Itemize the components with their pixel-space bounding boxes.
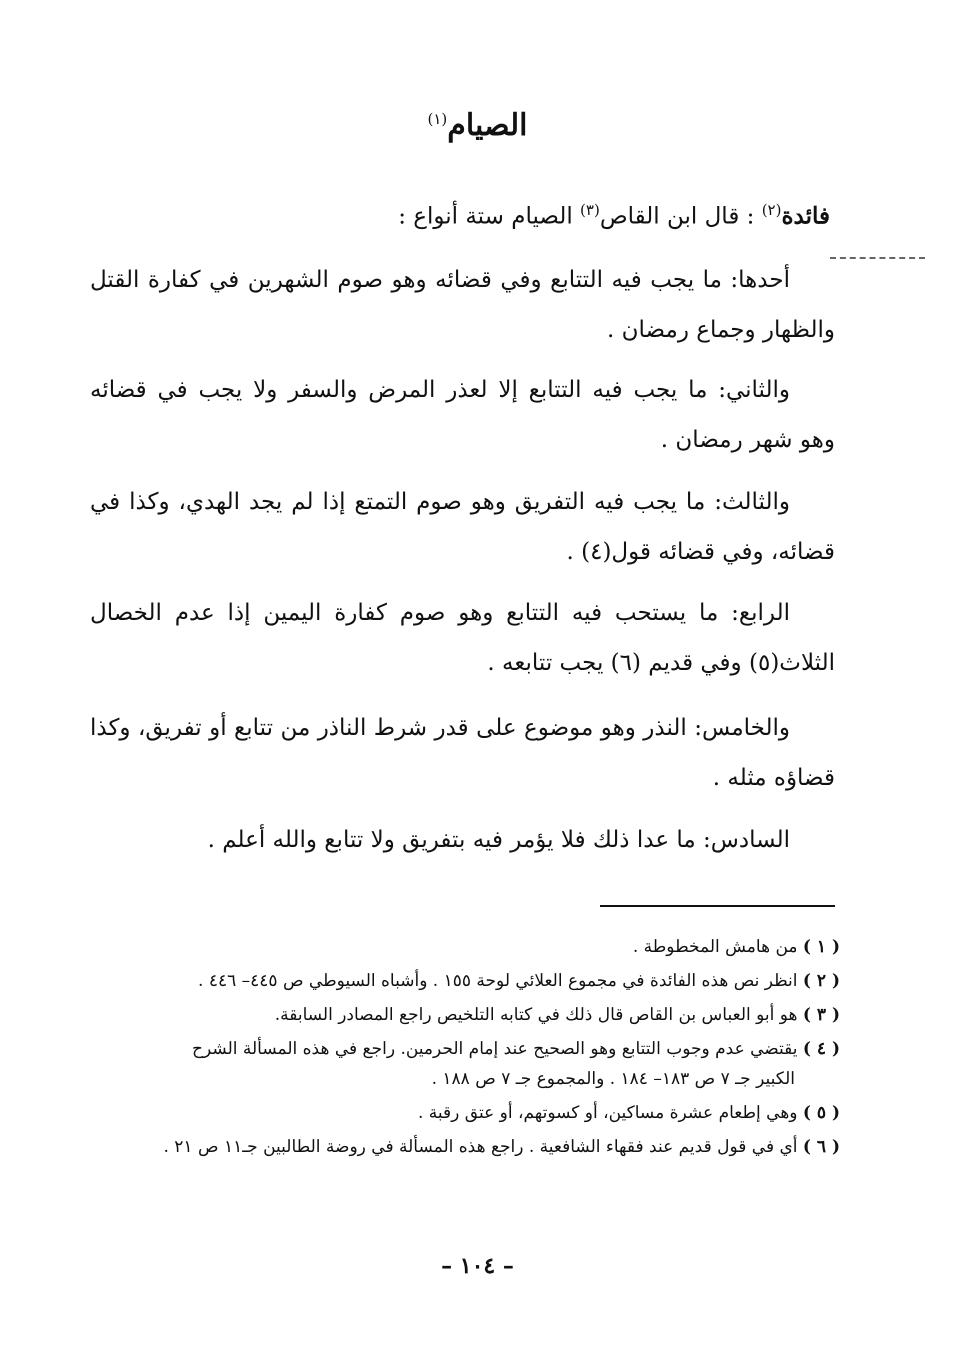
footnote-number: ( ٤ ) [802,1039,840,1059]
intro-text-a: : قال ابن القاص [599,203,755,230]
paragraph-fifth [90,703,835,803]
footnote-separator [600,905,835,907]
intro-line [130,190,830,237]
footnote-text: انظر نص هذه الفائدة في مجموع العلائي لوحة ١٥٥ . وأشباه السيوطي ص ٤٤٥– ٤٤٦ . [198,971,798,991]
paragraph-text: السادس: ما عدا ذلك فلا يؤمر فيه بتفريق ولا تتابع والله أعلم . [207,827,790,853]
footnote-item [105,966,840,996]
footnote-number: ( ٢ ) [802,971,840,991]
paragraph-fourth [90,588,835,688]
footnotes [105,932,840,1166]
intro-text-b: الصيام ستة أنواع : [398,203,573,230]
footnote-text: من هامش المخطوطة . [632,937,798,957]
title-footnote-ref: (١) [427,110,448,128]
footnote-item [105,1000,840,1030]
intro-footnote-ref: (٣) [580,201,600,219]
intro-lead-footnote-ref: (٢) [761,201,782,219]
intro-lead: فائدة [781,202,830,230]
paragraph-sixth [90,815,835,865]
footnote-number: ( ١ ) [802,937,840,957]
paragraph-text: والثالث: ما يجب فيه التفريق وهو صوم التمتع إذا لم يجد الهدي، وكذا في قضائه، وفي قضائه قول(٤) . [90,489,835,565]
footnote-item [105,1034,840,1094]
paragraph-text: أحدها: ما يجب فيه التتابع وفي قضائه وهو صوم الشهرين في كفارة القتل والظهار وجماع رمضان . [90,267,835,343]
footnote-continuation: الكبير جـ ٧ ص ١٨٣– ١٨٤ . والمجموع جـ ٧ ص ١٨٨ . [431,1069,795,1089]
page-title [0,108,955,143]
footnote-item [105,1098,840,1128]
footnote-number: ( ٥ ) [802,1103,840,1123]
footnote-number: ( ٦ ) [802,1137,840,1157]
paragraph-first [90,255,835,355]
paragraph-text: والخامس: النذر وهو موضوع على قدر شرط الناذر من تتابع أو تفريق، وكذا قضاؤه مثله . [90,715,835,791]
paragraph-text: والثاني: ما يجب فيه التتابع إلا لعذر المرض والسفر ولا يجب في قضائه وهو شهر رمضان . [90,377,835,453]
footnote-text: يقتضي عدم وجوب التتابع وهو الصحيح عند إمام الحرمين. راجع في هذه المسألة الشرح [192,1039,798,1059]
footnote-text: وهي إطعام عشرة مساكين، أو كسوتهم، أو عتق رقبة . [417,1103,798,1123]
paragraph-third [90,477,835,577]
title-text: الصيام [447,108,528,143]
paragraph-text: الرابع: ما يستحب فيه التتابع وهو صوم كفارة اليمين إذا عدم الخصال الثلاث(٥) وفي قديم (٦) يجب تتابعه . [90,600,835,676]
footnote-text: أي في قول قديم عند فقهاء الشافعية . راجع هذه المسألة في روضة الطالبين جـ١١ ص ٢١ . [163,1137,798,1157]
footnote-item [105,1132,840,1162]
margin-mark [830,257,925,259]
page-number: – ١٠٤ – [441,1253,514,1279]
paragraph-second [90,365,835,465]
footnote-item [105,932,840,962]
footnote-text: هو أبو العباس بن القاص قال ذلك في كتابه التلخيص راجع المصادر السابقة. [274,1005,798,1025]
footnote-number: ( ٣ ) [802,1005,840,1025]
